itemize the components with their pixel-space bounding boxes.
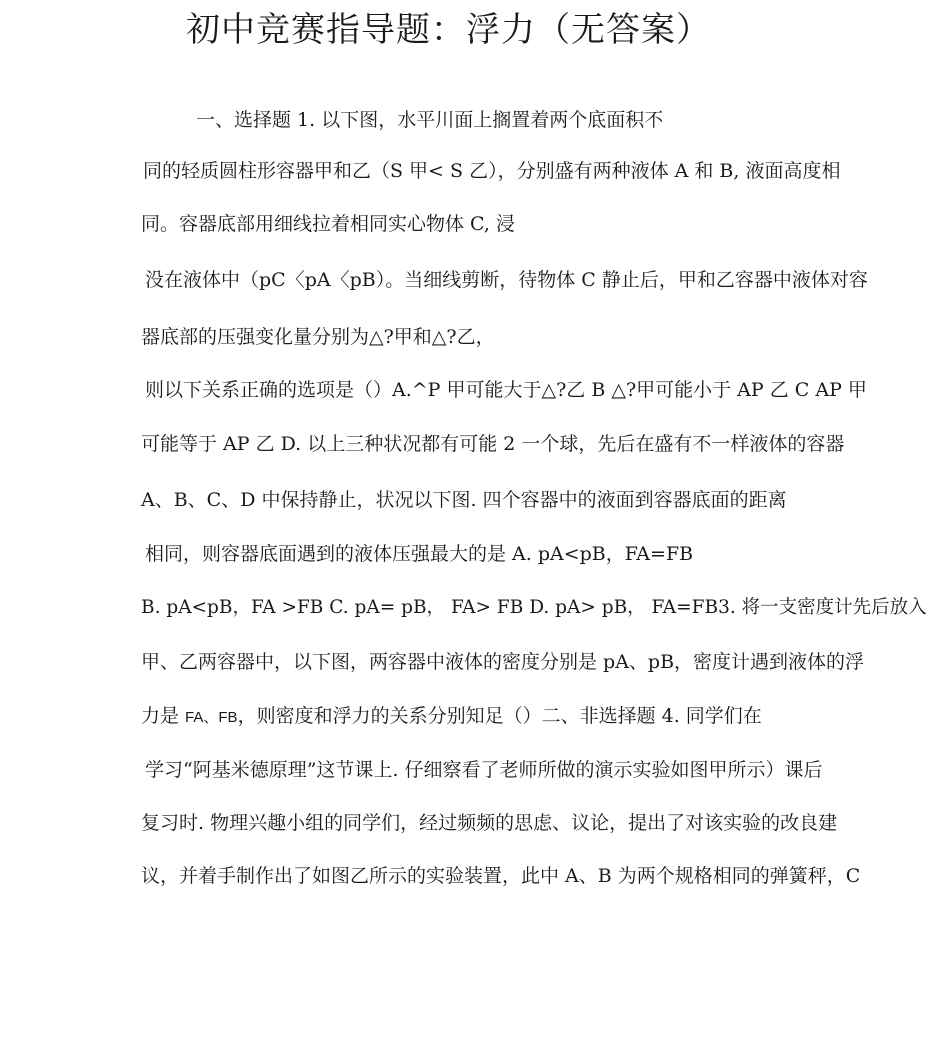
text-line-4: 没在液体中（pC〈pA〈pB）。当细线剪断，待物体 C 静止后，甲和乙容器中液体对容	[145, 269, 868, 291]
text-line-5: 器底部的压强变化量分别为△?甲和△?乙，	[141, 326, 495, 348]
text-line-12-sans: FA、FB	[185, 709, 238, 726]
text-line-13: 学习“阿基米德原理”这节课上. 仔细察看了老师所做的演示实验如图甲所示）课后	[145, 759, 823, 781]
text-line-12	[141, 704, 762, 730]
text-line-14: 复习时. 物理兴趣小组的同学们，经过频频的思虑、议论，提出了对该实验的改良建	[141, 812, 838, 834]
text-line-8: A、B、C、D 中保持静止，状况以下图. 四个容器中的液面到容器底面的距离	[141, 489, 787, 511]
text-line-12-start: 力是	[141, 705, 186, 727]
text-line-11: 甲、乙两容器中，以下图，两容器中液体的密度分别是 pA、pB，密度计遇到液体的浮	[141, 651, 865, 673]
text-line-10: B. pA<pB，FA >FB C. pA= pB， FA> FB D. pA> pB， FA=FB3. 将一支密度计先后放入	[141, 597, 927, 618]
text-line-7: 可能等于 AP 乙 D. 以上三种状况都有可能 2 一个球，先后在盛有不一样液体的容器	[141, 433, 845, 455]
text-line-15: 议，并着手制作出了如图乙所示的实验装置，此中 A、B 为两个规格相同的弹簧秤，C	[141, 865, 861, 887]
text-line-3: 同。容器底部用细线拉着相同实心物体 C, 浸	[141, 213, 515, 235]
text-line-1: 一、选择题 1. 以下图，水平川面上搁置着两个底面积不	[196, 109, 664, 131]
text-line-6: 则以下关系正确的选项是（）A.^P 甲可能大于△?乙 B △?甲可能小于 AP 乙 C AP 甲	[145, 379, 867, 401]
text-line-2: 同的轻质圆柱形容器甲和乙（S 甲< S 乙），分别盛有两种液体 A 和 B, 液面高度相	[143, 160, 841, 182]
text-line-9: 相同，则容器底面遇到的液体压强最大的是 A. pA<pB，FA=FB	[145, 543, 694, 565]
page-title: 初中竞赛指导题：浮力（无答案）	[186, 10, 711, 50]
text-line-12-end: ，则密度和浮力的关系分别知足（）二、非选择题 4. 同学们在	[237, 705, 762, 727]
